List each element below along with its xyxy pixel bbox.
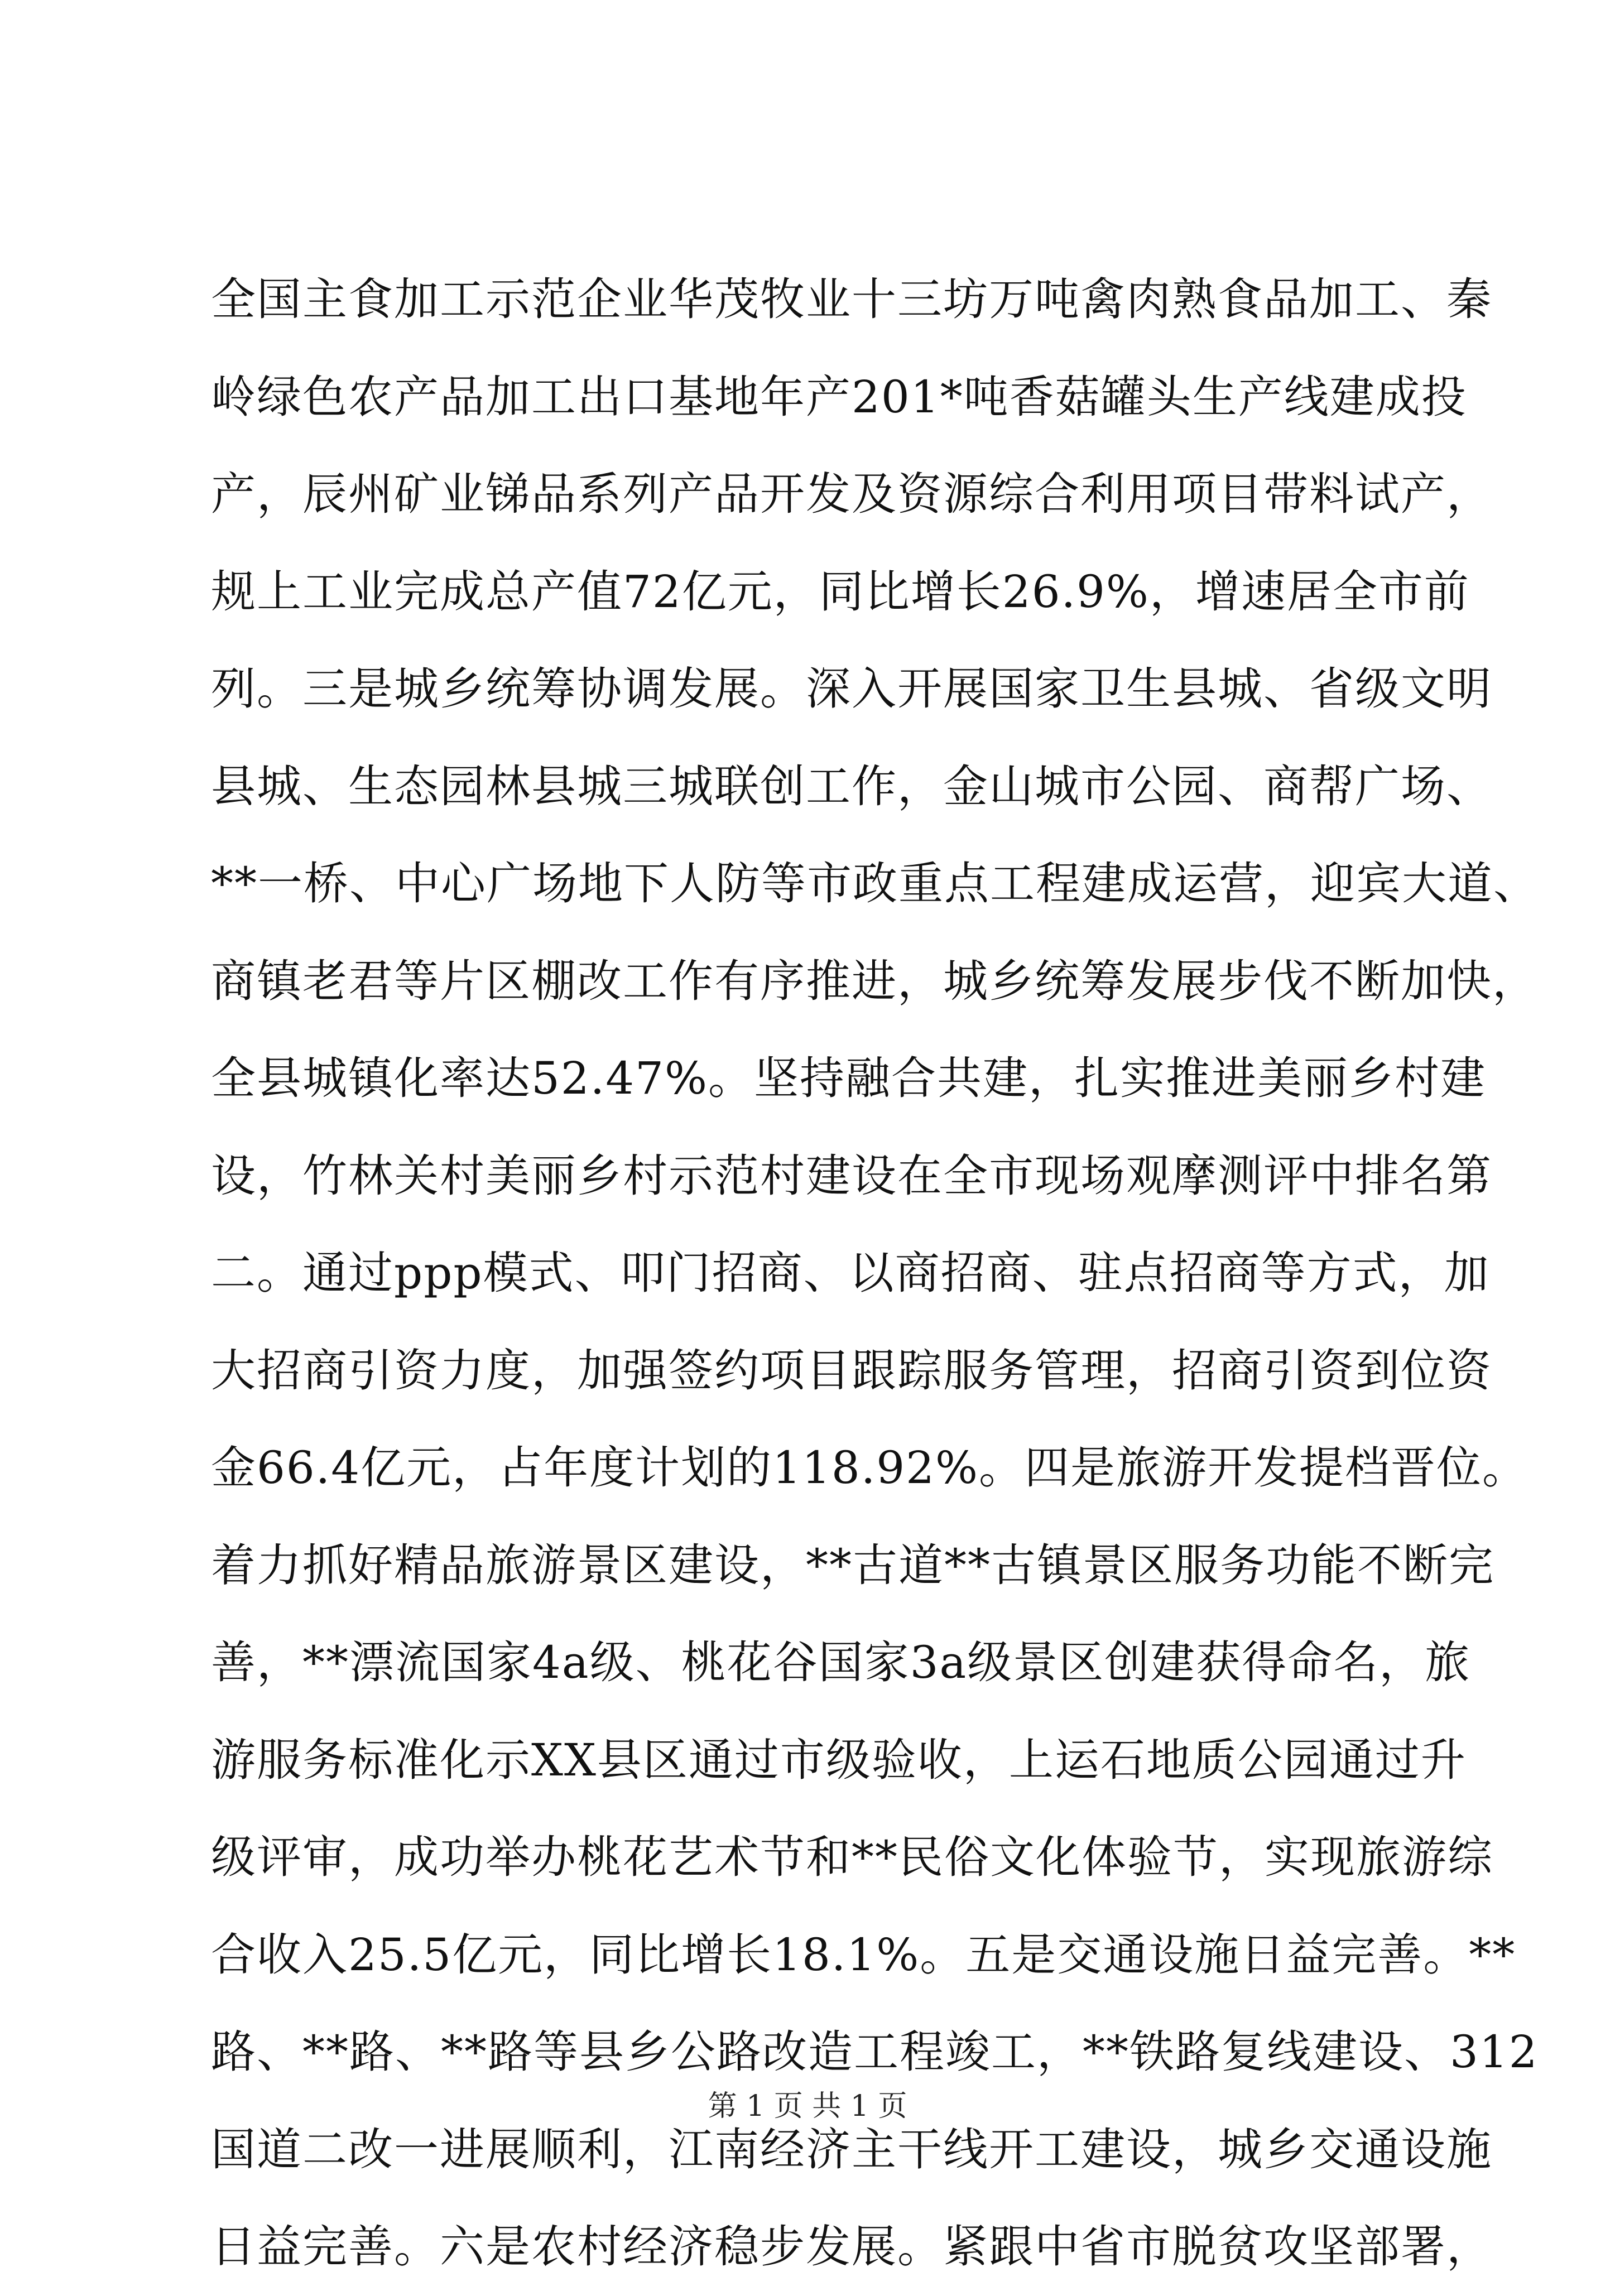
text-line-17: 级评审，成功举办桃花艺术节和**民俗文化体验节，实现旅游综 — [211, 1831, 1493, 1883]
text-line-11: 二。通过ppp模式、叩门招商、以商招商、驻点招商等方式，加 — [211, 1247, 1490, 1299]
text-line-1: 全国主食加工示范企业华茂牧业十三坊万吨禽肉熟食品加工、秦 — [211, 273, 1492, 325]
text-line-10: 设，竹林关村美丽乡村示范村建设在全市现场观摩测评中排名第 — [211, 1149, 1492, 1202]
text-line-8: 商镇老君等片区棚改工作有序推进，城乡统筹发展步伐不断加快， — [211, 955, 1538, 1007]
text-line-15: 善，**漂流国家4a级、桃花谷国家3a级景区创建获得命名，旅 — [211, 1636, 1471, 1688]
text-line-9: 全县城镇化率达52.47%。坚持融合共建，扎实推进美丽乡村建 — [211, 1052, 1487, 1104]
text-line-4: 规上工业完成总产值72亿元，同比增长26.9%，增速居全市前 — [211, 565, 1470, 618]
text-line-6: 县城、生态园林县城三城联创工作，金山城市公园、商帮广场、 — [211, 760, 1492, 812]
body-text — [211, 251, 1539, 2296]
text-line-20: 国道二改一进展顺利，江南经济主干线开工建设，城乡交通设施 — [211, 2123, 1492, 2175]
text-line-21: 日益完善。六是农村经济稳步发展。紧跟中省市脱贫攻坚部署， — [211, 2221, 1492, 2273]
text-line-7: **一桥、中心广场地下人防等市政重点工程建成运营，迎宾大道、 — [211, 858, 1539, 909]
text-line-19: 路、**路、**路等县乡公路改造工程竣工，**铁路复线建设、312 — [211, 2026, 1539, 2078]
text-line-18: 合收入25.5亿元，同比增长18.1%。五是交通设施日益完善。** — [211, 1928, 1516, 1981]
text-line-2: 岭绿色农产品加工出口基地年产201*吨香菇罐头生产线建成投 — [211, 370, 1467, 423]
page-number-label: 第 1 页 共 1 页 — [708, 2090, 907, 2123]
text-line-12: 大招商引资力度，加强签约项目跟踪服务管理，招商引资到位资 — [211, 1344, 1492, 1397]
text-line-13: 金66.4亿元，占年度计划的118.92%。四是旅游开发提档晋位。 — [211, 1442, 1529, 1494]
text-line-3: 产，辰州矿业锑品系列产品开发及资源综合利用项目带料试产， — [211, 468, 1492, 520]
text-line-16: 游服务标准化示XX县区通过市级验收，上运石地质公园通过升 — [211, 1734, 1467, 1786]
page-footer — [0, 2087, 1615, 2126]
text-line-14: 着力抓好精品旅游景区建设，**古道**古镇景区服务功能不断完 — [211, 1539, 1494, 1591]
text-line-5: 列。三是城乡统筹协调发展。深入开展国家卫生县城、省级文明 — [211, 663, 1492, 715]
